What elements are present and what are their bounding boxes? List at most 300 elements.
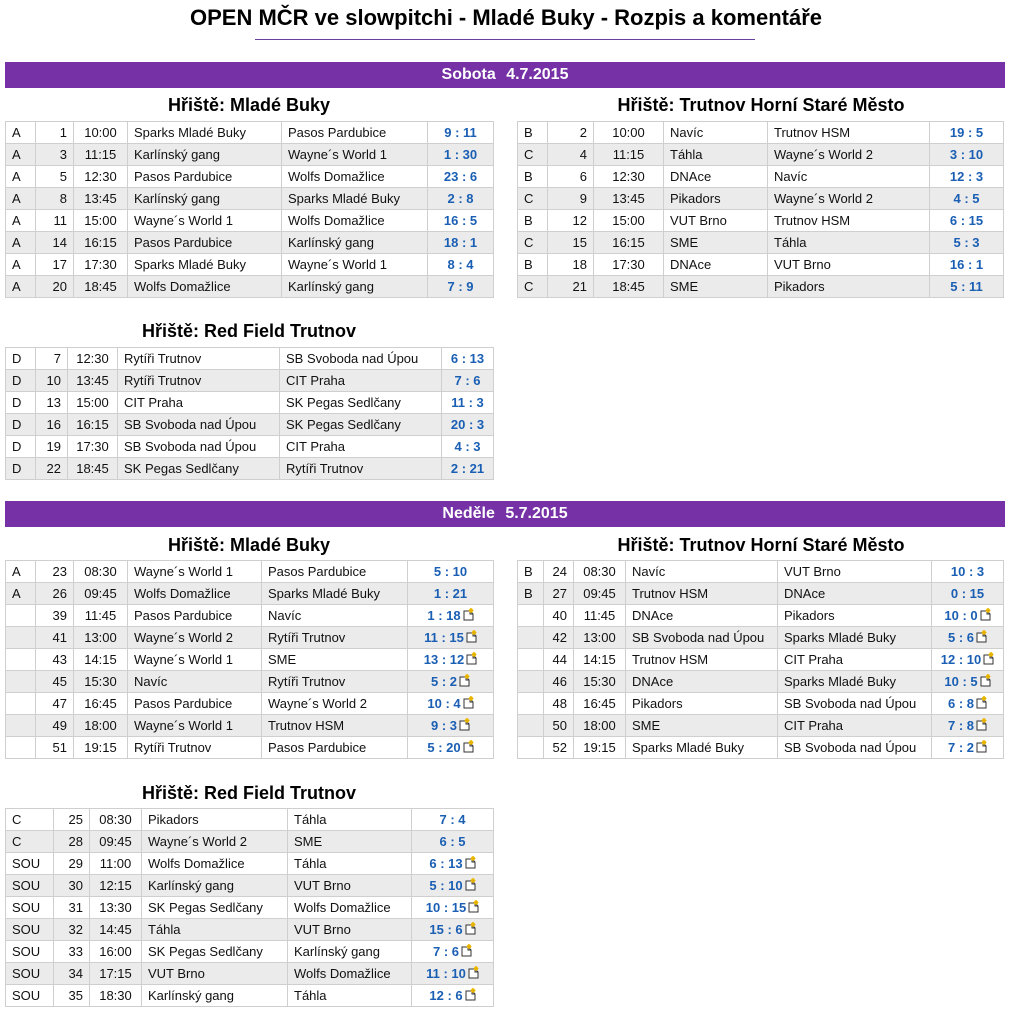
score-cell[interactable] [412,919,494,941]
score-link[interactable]: 6 : 13 [429,856,463,871]
table-row [518,693,1004,715]
table-row [6,897,494,919]
away-team-cell: CIT Praha [778,715,932,737]
away-team-cell: Pikadors [768,276,930,298]
score-cell[interactable] [412,831,494,853]
score-link[interactable]: 15 : 6 [429,922,463,937]
score-cell[interactable] [412,985,494,1007]
score-cell[interactable] [412,963,494,985]
away-team-cell: Karlínský gang [288,941,412,963]
group-cell: B [518,254,548,276]
comment-icon[interactable] [975,696,987,709]
score-cell[interactable] [930,166,1004,188]
home-team-cell: Pikadors [664,188,768,210]
score-cell[interactable] [442,392,494,414]
group-cell: SOU [6,941,54,963]
group-cell: SOU [6,853,54,875]
away-team-cell: Wayne´s World 1 [282,144,428,166]
score-link[interactable]: 5 : 2 [430,674,457,689]
game-number-cell: 45 [36,671,74,693]
time-cell: 09:45 [90,831,142,853]
score-link[interactable]: 6 : 5 [439,834,466,849]
time-cell: 15:30 [574,671,626,693]
score-cell[interactable] [408,649,494,671]
group-cell [6,693,36,715]
score-link[interactable]: 10 : 0 [944,608,978,623]
games-table [5,560,494,759]
score-link[interactable]: 12 : 10 [940,652,982,667]
table-row [518,144,1004,166]
score-cell[interactable] [428,144,494,166]
score-link[interactable]: 5 : 3 [953,235,980,250]
table-row [6,370,494,392]
score-cell[interactable] [932,671,1004,693]
time-cell: 19:15 [574,737,626,759]
score-link[interactable]: 5 : 10 [433,564,468,579]
away-team-cell: Táhla [288,809,412,831]
home-team-cell: Trutnov HSM [626,583,778,605]
table-row [6,166,494,188]
home-team-cell: Karlínský gang [128,144,282,166]
game-number-cell: 9 [548,188,594,210]
score-link[interactable]: 6 : 8 [947,696,974,711]
game-number-cell: 20 [36,276,74,298]
score-link[interactable]: 2 : 21 [450,461,485,476]
score-link[interactable]: 16 : 5 [443,213,478,228]
game-number-cell: 2 [548,122,594,144]
field-title: Hřiště: Trutnov Horní Staré Město [617,535,905,555]
time-cell: 13:00 [574,627,626,649]
game-number-cell: 21 [548,276,594,298]
table-row [6,122,494,144]
score-link[interactable]: 1 : 21 [433,586,468,601]
game-number-cell: 12 [548,210,594,232]
group-cell: A [6,210,36,232]
group-cell: C [518,188,548,210]
game-number-cell: 22 [36,458,68,480]
score-link[interactable]: 2 : 8 [447,191,474,206]
score-link[interactable]: 3 : 10 [949,147,984,162]
table-row [518,232,1004,254]
score-cell[interactable] [412,853,494,875]
games-table [517,560,1004,759]
score-link[interactable]: 10 : 15 [425,900,467,915]
time-cell: 13:00 [74,627,128,649]
away-team-cell: Sparks Mladé Buky [262,583,408,605]
score-link[interactable]: 19 : 5 [949,125,984,140]
score-cell[interactable] [408,561,494,583]
table-row [518,583,1004,605]
table-row [6,188,494,210]
away-team-cell: SB Svoboda nad Úpou [280,348,442,370]
group-cell: D [6,370,36,392]
home-team-cell: Sparks Mladé Buky [128,254,282,276]
score-link[interactable]: 8 : 4 [447,257,474,272]
field-title: Hřiště: Red Field Trutnov [141,321,357,341]
score-cell[interactable] [442,436,494,458]
table-row [6,963,494,985]
time-cell: 17:30 [74,254,128,276]
score-link[interactable]: 13 : 12 [423,652,465,667]
group-cell: C [518,144,548,166]
away-team-cell: Wolfs Domažlice [288,963,412,985]
group-cell: A [6,232,36,254]
time-cell: 13:45 [594,188,664,210]
score-cell[interactable] [428,188,494,210]
game-number-cell: 11 [36,210,74,232]
group-cell: D [6,436,36,458]
group-cell: A [6,188,36,210]
comment-icon[interactable] [467,900,479,913]
table-row [6,985,494,1007]
score-link[interactable]: 7 : 9 [447,279,474,294]
comment-icon[interactable] [982,652,994,665]
away-team-cell: Navíc [768,166,930,188]
score-cell[interactable] [428,232,494,254]
score-cell[interactable] [428,166,494,188]
time-cell: 16:45 [74,693,128,715]
group-cell: B [518,561,544,583]
home-team-cell: Rytíři Trutnov [118,370,280,392]
away-team-cell: CIT Praha [778,649,932,671]
group-cell [518,737,544,759]
group-cell [518,715,544,737]
game-number-cell: 39 [36,605,74,627]
home-team-cell: Sparks Mladé Buky [128,122,282,144]
home-team-cell: Pasos Pardubice [128,605,262,627]
home-team-cell: Trutnov HSM [626,649,778,671]
score-cell[interactable] [930,254,1004,276]
time-cell: 17:30 [594,254,664,276]
group-cell [6,715,36,737]
score-link[interactable]: 11 : 10 [426,966,466,981]
score-cell[interactable] [428,254,494,276]
game-number-cell: 27 [544,583,574,605]
table-row [518,276,1004,298]
table-row [6,210,494,232]
comment-icon[interactable] [975,630,987,643]
time-cell: 18:45 [594,276,664,298]
time-cell: 09:45 [574,583,626,605]
comment-icon[interactable] [462,740,474,753]
table-row [6,649,494,671]
table-row [6,831,494,853]
score-cell[interactable] [932,583,1004,605]
game-number-cell: 25 [54,809,90,831]
score-link[interactable]: 1 : 30 [443,147,478,162]
score-cell[interactable] [932,561,1004,583]
comment-icon[interactable] [975,740,987,753]
away-team-cell: Wayne´s World 1 [282,254,428,276]
group-cell [518,605,544,627]
away-team-cell: Karlínský gang [282,232,428,254]
table-row [6,254,494,276]
away-team-cell: VUT Brno [288,919,412,941]
score-link[interactable]: 18 : 1 [443,235,478,250]
time-cell: 18:45 [74,276,128,298]
away-team-cell: Wayne´s World 2 [768,188,930,210]
score-cell[interactable] [932,715,1004,737]
time-cell: 11:15 [594,144,664,166]
comment-icon[interactable] [464,878,476,891]
away-team-cell: Trutnov HSM [768,210,930,232]
score-link[interactable]: 11 : 15 [424,630,464,645]
score-link[interactable]: 12 : 3 [949,169,984,184]
comment-icon[interactable] [979,608,991,621]
table-row [6,941,494,963]
table-row [6,458,494,480]
score-link[interactable]: 11 : 3 [451,395,484,410]
table-row [6,671,494,693]
games-table [5,121,494,298]
score-link[interactable]: 5 : 11 [950,279,983,294]
group-cell [6,737,36,759]
away-team-cell: Pasos Pardubice [282,122,428,144]
comment-icon[interactable] [465,630,477,643]
score-link[interactable]: 9 : 11 [444,125,477,140]
group-cell: C [6,809,54,831]
score-cell[interactable] [428,276,494,298]
game-number-cell: 46 [544,671,574,693]
time-cell: 18:30 [90,985,142,1007]
game-number-cell: 7 [36,348,68,370]
home-team-cell: SB Svoboda nad Úpou [626,627,778,649]
score-cell[interactable] [932,605,1004,627]
time-cell: 11:45 [574,605,626,627]
game-number-cell: 3 [36,144,74,166]
away-team-cell: Wayne´s World 2 [768,144,930,166]
table-row [6,737,494,759]
group-cell: SOU [6,875,54,897]
home-team-cell: SB Svoboda nad Úpou [118,414,280,436]
comment-icon[interactable] [462,696,474,709]
away-team-cell: SME [288,831,412,853]
score-cell[interactable] [930,232,1004,254]
page-title: OPEN MČR ve slowpitchi - Mladé Buky - Rozpis a komentáře [189,5,823,30]
time-cell: 11:15 [74,144,128,166]
day-name: Neděle [442,505,495,522]
group-cell [518,649,544,671]
group-cell: SOU [6,897,54,919]
table-row [6,414,494,436]
home-team-cell: SK Pegas Sedlčany [142,941,288,963]
table-row [518,166,1004,188]
home-team-cell: Wayne´s World 1 [128,210,282,232]
score-cell[interactable] [428,210,494,232]
score-link[interactable]: 10 : 4 [427,696,461,711]
score-link[interactable]: 10 : 5 [944,674,978,689]
home-team-cell: Pikadors [626,693,778,715]
group-cell [518,693,544,715]
time-cell: 14:45 [90,919,142,941]
away-team-cell: SK Pegas Sedlčany [280,392,442,414]
group-cell: D [6,458,36,480]
score-cell[interactable] [930,210,1004,232]
table-row [518,649,1004,671]
away-team-cell: SB Svoboda nad Úpou [778,693,932,715]
score-cell[interactable] [442,414,494,436]
score-link[interactable]: 7 : 6 [432,944,459,959]
home-team-cell: Táhla [142,919,288,941]
score-link[interactable]: 5 : 20 [427,740,461,755]
game-number-cell: 16 [36,414,68,436]
score-link[interactable]: 20 : 3 [450,417,485,432]
home-team-cell: Wolfs Domažlice [128,583,262,605]
score-cell[interactable] [408,605,494,627]
score-cell[interactable] [408,627,494,649]
comment-icon[interactable] [460,944,472,957]
home-team-cell: Táhla [664,144,768,166]
game-number-cell: 17 [36,254,74,276]
score-cell[interactable] [428,122,494,144]
comment-icon[interactable] [462,608,474,621]
game-number-cell: 30 [54,875,90,897]
field-title: Hřiště: Red Field Trutnov [141,783,357,803]
game-number-cell: 4 [548,144,594,166]
score-cell[interactable] [442,348,494,370]
score-link[interactable]: 7 : 4 [439,812,466,827]
score-cell[interactable] [408,583,494,605]
score-cell[interactable] [408,737,494,759]
comment-icon[interactable] [979,674,991,687]
away-team-cell: VUT Brno [288,875,412,897]
group-cell: SOU [6,919,54,941]
game-number-cell: 49 [36,715,74,737]
away-team-cell: Wolfs Domažlice [288,897,412,919]
game-number-cell: 23 [36,561,74,583]
time-cell: 13:45 [68,370,118,392]
home-team-cell: DNAce [664,166,768,188]
group-cell: C [518,276,548,298]
time-cell: 15:00 [74,210,128,232]
home-team-cell: SME [626,715,778,737]
group-cell [6,671,36,693]
score-link[interactable]: 16 : 1 [949,257,984,272]
score-cell[interactable] [930,122,1004,144]
time-cell: 18:00 [74,715,128,737]
comment-icon[interactable] [975,718,987,731]
game-number-cell: 15 [548,232,594,254]
time-cell: 15:30 [74,671,128,693]
group-cell: B [518,583,544,605]
time-cell: 16:00 [90,941,142,963]
score-cell[interactable] [412,941,494,963]
score-link[interactable]: 1 : 18 [427,608,461,623]
score-cell[interactable] [408,715,494,737]
score-link[interactable]: 4 : 5 [953,191,980,206]
group-cell [518,627,544,649]
time-cell: 12:30 [68,348,118,370]
group-cell: SOU [6,985,54,1007]
away-team-cell: Pasos Pardubice [262,561,408,583]
score-link[interactable]: 7 : 6 [454,373,481,388]
home-team-cell: Pasos Pardubice [128,232,282,254]
time-cell: 09:45 [74,583,128,605]
home-team-cell: VUT Brno [664,210,768,232]
time-cell: 13:30 [90,897,142,919]
score-link[interactable]: 0 : 15 [950,586,985,601]
group-cell: D [6,348,36,370]
home-team-cell: Wayne´s World 1 [128,561,262,583]
comment-icon[interactable] [464,922,476,935]
comment-icon[interactable] [464,856,476,869]
score-cell[interactable] [932,693,1004,715]
home-team-cell: SB Svoboda nad Úpou [118,436,280,458]
comment-icon[interactable] [464,988,476,1001]
day-date: 4.7.2015 [506,66,569,83]
score-link[interactable]: 5 : 10 [429,878,463,893]
score-cell[interactable] [930,188,1004,210]
table-row [6,348,494,370]
home-team-cell: Navíc [128,671,262,693]
time-cell: 16:15 [74,232,128,254]
score-link[interactable]: 23 : 6 [443,169,478,184]
score-cell[interactable] [408,671,494,693]
score-cell[interactable] [930,144,1004,166]
away-team-cell: Táhla [288,985,412,1007]
score-cell[interactable] [408,693,494,715]
time-cell: 17:15 [90,963,142,985]
score-link[interactable]: 10 : 3 [950,564,985,579]
score-cell[interactable] [930,276,1004,298]
time-cell: 13:45 [74,188,128,210]
score-cell[interactable] [932,737,1004,759]
game-number-cell: 13 [36,392,68,414]
group-cell: B [518,122,548,144]
score-cell[interactable] [412,897,494,919]
home-team-cell: Sparks Mladé Buky [626,737,778,759]
score-link[interactable]: 7 : 8 [947,718,974,733]
score-link[interactable]: 4 : 3 [454,439,481,454]
game-number-cell: 48 [544,693,574,715]
table-row [518,254,1004,276]
table-row [6,853,494,875]
home-team-cell: SME [664,276,768,298]
score-cell[interactable] [932,649,1004,671]
comment-icon[interactable] [458,674,470,687]
score-link[interactable]: 6 : 13 [450,351,485,366]
score-cell[interactable] [412,875,494,897]
time-cell: 16:15 [68,414,118,436]
group-cell: A [6,583,36,605]
comment-icon[interactable] [467,966,479,979]
game-number-cell: 24 [544,561,574,583]
score-cell[interactable] [442,370,494,392]
away-team-cell: Sparks Mladé Buky [778,671,932,693]
table-row [518,122,1004,144]
score-link[interactable]: 5 : 6 [947,630,974,645]
comment-icon[interactable] [458,718,470,731]
time-cell: 14:15 [574,649,626,671]
home-team-cell: Pikadors [142,809,288,831]
score-cell[interactable] [932,627,1004,649]
comment-icon[interactable] [465,652,477,665]
time-cell: 08:30 [574,561,626,583]
score-link[interactable]: 6 : 15 [949,213,984,228]
score-link[interactable]: 12 : 6 [429,988,463,1003]
game-number-cell: 5 [36,166,74,188]
away-team-cell: Sparks Mladé Buky [282,188,428,210]
score-link[interactable]: 7 : 2 [947,740,974,755]
away-team-cell: Táhla [288,853,412,875]
table-row [518,671,1004,693]
home-team-cell: Karlínský gang [128,188,282,210]
score-link[interactable]: 9 : 3 [430,718,457,733]
group-cell: D [6,392,36,414]
score-cell[interactable] [412,809,494,831]
score-cell[interactable] [442,458,494,480]
time-cell: 15:00 [594,210,664,232]
